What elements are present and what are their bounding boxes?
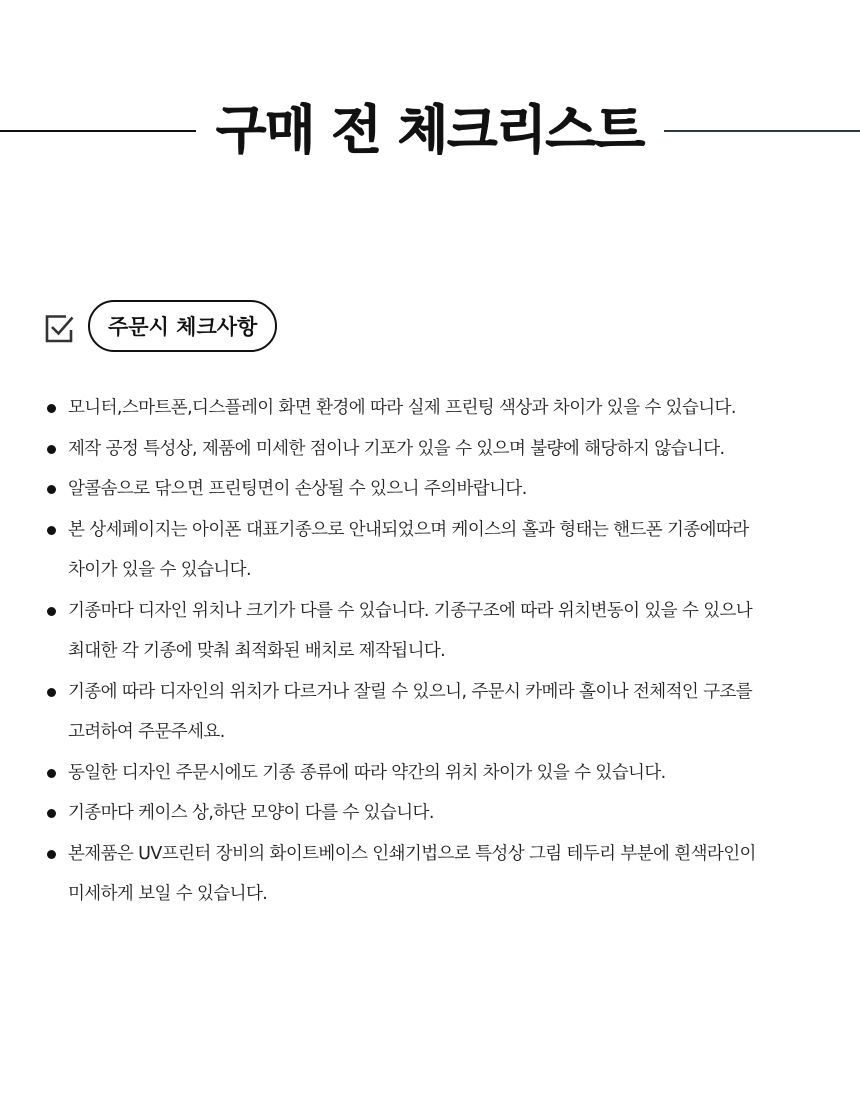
section-header xyxy=(44,300,277,352)
order-checklist xyxy=(44,388,844,915)
list-item xyxy=(44,672,844,753)
list-item-text: 모니터,스마트폰,디스플레이 화면 환경에 따라 실제 프린팅 색상과 차이가 있을 수 있습니다. xyxy=(68,398,736,418)
title-divider-right xyxy=(664,130,860,132)
title-row xyxy=(0,96,860,166)
bullet-icon xyxy=(47,445,56,454)
list-item xyxy=(44,591,844,672)
bullet-icon xyxy=(47,607,56,616)
bullet-icon xyxy=(47,526,56,535)
section-label-pill: 주문시 체크사항 xyxy=(88,300,277,352)
list-item xyxy=(44,793,844,834)
list-item xyxy=(44,510,844,591)
list-item xyxy=(44,469,844,510)
bullet-icon xyxy=(47,688,56,697)
list-item-text: 기종마다 디자인 위치나 크기가 다를 수 있습니다. 기종구조에 따라 위치변동이 있을 수 있으나 최대한 각 기종에 맞춰 최적화된 배치로 제작됩니다. xyxy=(68,600,753,661)
list-item-text: 알콜솜으로 닦으면 프린팅면이 손상될 수 있으니 주의바랍니다. xyxy=(68,479,527,499)
title-divider-left xyxy=(0,130,196,132)
list-item-text: 기종에 따라 디자인의 위치가 다르거나 잘릴 수 있으니, 주문시 카메라 홀이나 전체적인 구조를 고려하여 주문주세요. xyxy=(68,681,753,742)
list-item-text: 동일한 디자인 주문시에도 기종 종류에 따라 약간의 위치 차이가 있을 수 있습니다. xyxy=(68,762,666,783)
list-item-text: 제작 공정 특성상, 제품에 미세한 점이나 기포가 있을 수 있으며 불량에 해당하지 않습니다. xyxy=(68,438,725,459)
page-title: 구매 전 체크리스트 xyxy=(215,101,645,161)
bullet-icon xyxy=(47,404,56,413)
list-item xyxy=(44,834,844,915)
list-item-text: 본제품은 UV프린터 장비의 화이트베이스 인쇄기법으로 특성상 그림 테두리 부분에 흰색라인이 미세하게 보일 수 있습니다. xyxy=(68,843,756,904)
list-item-text: 기종마다 케이스 상,하단 모양이 다를 수 있습니다. xyxy=(68,803,434,823)
list-item xyxy=(44,753,844,794)
bullet-icon xyxy=(47,809,56,818)
bullet-icon xyxy=(47,485,56,494)
bullet-icon xyxy=(47,850,56,859)
list-item-text: 본 상세페이지는 아이폰 대표기종으로 안내되었으며 케이스의 홀과 형태는 핸드폰 기종에따라 차이가 있을 수 있습니다. xyxy=(68,519,749,580)
list-item xyxy=(44,429,844,470)
checkbox-checked-icon xyxy=(44,314,74,344)
bullet-icon xyxy=(47,769,56,778)
list-item xyxy=(44,388,844,429)
